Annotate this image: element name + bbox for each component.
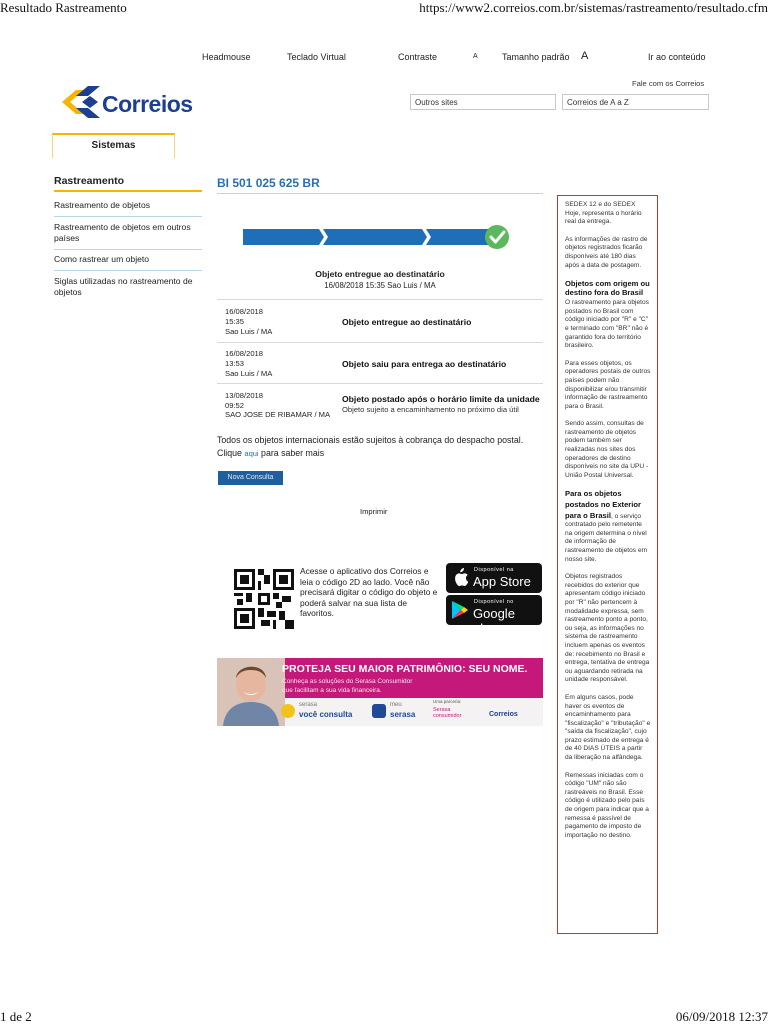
info-p5: Sendo assim, consultas de rastreamento de objetos podem também ser realizadas nos sites dos operadores de destino disponíveis no site da UPU - União Postal Universal. (565, 420, 649, 479)
partner-serasa: Serasa consumidor (433, 707, 462, 719)
google-play-icon (452, 601, 468, 619)
app-store-small: Disponível na (474, 567, 514, 573)
event-date: 16/08/2018 (225, 307, 264, 316)
event-place: SAO JOSE DE RIBAMAR / MA (225, 410, 331, 419)
meu-serasa-small: meu (390, 702, 402, 708)
info-p9: Remessas iniciadas com o código "UM" não são rastreáveis no Brasil. Esse código é utilizado pelo país de origem para indicar que a remessa é passível de pagamento de imposto de importação no destino. (565, 771, 649, 839)
tab-sistemas-label: Sistemas (91, 140, 136, 151)
delivered-check-icon (485, 225, 509, 249)
app-promo-text: Acesse o aplicativo dos Correios e leia o código 2D ao lado. Você não precisará digitar o código do objeto e poderá salvar na sua lista de favoritos. (300, 566, 438, 618)
tab-sistemas[interactable] (52, 133, 175, 158)
serasa-consulta-icon (281, 704, 295, 718)
info-heading-exterior: Para os objetos postados no Exterior para o Brasil (565, 489, 641, 520)
info-p6-rest: , o serviço contratado pelo remetente na origem determina o nível de informação de rastreamento de objetos em nosso site. (565, 512, 648, 563)
event-row (217, 299, 543, 342)
event-row (217, 342, 543, 383)
font-decrease-button[interactable]: A (473, 53, 478, 60)
correios-logo-icon (62, 86, 102, 118)
event-title: Objeto postado após o horário limite da unidade (342, 394, 540, 404)
serasa-banner[interactable] (217, 658, 543, 726)
serasa-line2: que facilitam a sua vida financeira. (282, 687, 382, 694)
event-row (217, 383, 543, 424)
info-p2: As informações de rastro de objetos registrados ficarão disponíveis até 180 dias após a data de postagem. (565, 235, 648, 269)
progress-bar (243, 224, 511, 250)
info-p1: SEDEX 12 e do SEDEX Hoje, representa o horário real da entrega. (565, 201, 642, 226)
event-time: 15:35 (225, 317, 245, 326)
app-store-big: App Store (473, 574, 531, 589)
print-page-number: 1 de 2 (0, 1009, 32, 1024)
apple-icon (453, 568, 469, 587)
imprimir-link[interactable]: Imprimir (360, 507, 388, 516)
event-time: 13:53 (225, 359, 245, 368)
sidebar-title: Rastreamento (54, 175, 202, 192)
meu-serasa-icon (372, 704, 386, 718)
serasa-consulta-small: serasa (299, 702, 318, 708)
outros-sites-select[interactable]: Outros sites (410, 94, 556, 110)
event-time: 09:52 (225, 401, 245, 410)
meu-serasa-big: serasa (390, 710, 416, 719)
info-heading-origem: Objetos com origem ou destino fora do Brasil (565, 279, 650, 298)
app-store-badge[interactable] (446, 563, 542, 593)
info-p8: Em alguns casos, pode haver os eventos de encaminhamento para "fiscalização" e "tributação" e "saída da fiscalização", cujo prazo estimado de entrega é de 40 DIAS ÚTEIS a partir da liberação na alfândega. (565, 693, 651, 762)
event-date: 16/08/2018 (225, 349, 264, 358)
intl-note-aqui-link[interactable]: aqui (244, 449, 259, 458)
sidebar-item-outros-paises[interactable]: Rastreamento de objetos em outros países (54, 222, 202, 250)
partner-correios: Correios (489, 711, 518, 718)
status-detail: 16/08/2018 15:35 Sao Luis / MA (324, 281, 436, 290)
info-p6 (565, 489, 651, 564)
info-p7: Objetos registrados recebidos do exterior que apresentam código iniciado por "R" não pertencem à modalidade expressa, sem rastreamento ponto a ponto, ou seja, as informações no sistema de rastreamento incluem apenas os eventos de: recebimento no Brasil e entrega, tentativa de entrega ou aguardando retirada na unidade responsável. (565, 573, 650, 684)
event-date: 13/08/2018 (225, 391, 264, 400)
fale-com-correios-link[interactable]: Fale com os Correios (632, 79, 705, 88)
serasa-consulta-big: você consulta (299, 710, 353, 719)
man-photo-icon (217, 658, 285, 726)
sidebar-item-como-rastrear[interactable]: Como rastrear um objeto (54, 254, 202, 271)
sidebar-item-siglas[interactable]: Siglas utilizadas no rastreamento de objetos (54, 276, 193, 297)
headmouse-link[interactable]: Headmouse (202, 52, 251, 62)
font-increase-button[interactable]: A (581, 50, 589, 62)
teclado-virtual-link[interactable]: Teclado Virtual (287, 52, 346, 62)
event-place: Sao Luis / MA (225, 369, 273, 378)
event-subtitle: Objeto sujeito a encaminhamento no próximo dia útil (342, 405, 519, 414)
intl-note-clique: Clique (217, 448, 242, 458)
info-panel (557, 195, 658, 934)
tamanho-padrao-link[interactable]: Tamanho padrão (502, 52, 570, 62)
info-p3: O rastreamento para objetos postados no Brasil com código iniciado por "R" e "C" e terminado com "BR" não é garantido fora do território brasileiro. (565, 299, 649, 350)
google-play-big: Google play (473, 606, 515, 636)
status-title: Objeto entregue ao destinatário (315, 269, 445, 279)
intl-note (217, 434, 547, 460)
tracking-code: BI 501 025 625 BR (217, 176, 543, 194)
event-title: Objeto saiu para entrega ao destinatário (342, 359, 507, 369)
nova-consulta-button[interactable]: Nova Consulta (218, 471, 283, 485)
correios-logo-text: Correios (102, 91, 193, 117)
partner-label: Uma parceria: (433, 699, 462, 704)
correios-logo[interactable] (62, 86, 202, 120)
qr-code-icon (234, 569, 294, 629)
event-place: Sao Luis / MA (225, 327, 273, 336)
intl-note-line2 (217, 447, 547, 460)
serasa-line1: Conheça as soluções do Serasa Consumidor (282, 678, 413, 685)
google-play-badge[interactable] (446, 595, 542, 636)
ir-ao-conteudo-link[interactable]: Ir ao conteúdo (648, 52, 706, 62)
serasa-headline: PROTEJA SEU MAIOR PATRIMÔNIO: SEU NOME. (282, 663, 528, 675)
correios-a-z-select[interactable]: Correios de A a Z (562, 94, 709, 110)
event-title: Objeto entregue ao destinatário (342, 317, 472, 327)
print-page-url: https://www2.correios.com.br/sistemas/rastreamento/resultado.cfm (419, 0, 768, 15)
google-play-small: Disponível no (474, 599, 514, 605)
info-p4: Para esses objetos, os operadores postais de outros países podem não disponibilizar e/ou transmitir informação de rastreamento para o Brasil. (565, 359, 651, 410)
intl-note-line1: Todos os objetos internacionais estão sujeitos à cobrança do despacho postal. (217, 435, 524, 445)
intl-note-saber-mais: para saber mais (261, 448, 325, 458)
contraste-link[interactable]: Contraste (398, 52, 438, 62)
print-page-title: Resultado Rastreamento (0, 0, 127, 15)
print-datetime: 06/09/2018 12:37 (675, 1009, 768, 1024)
sidebar-item-rastreamento-objetos[interactable]: Rastreamento de objetos (54, 200, 202, 217)
